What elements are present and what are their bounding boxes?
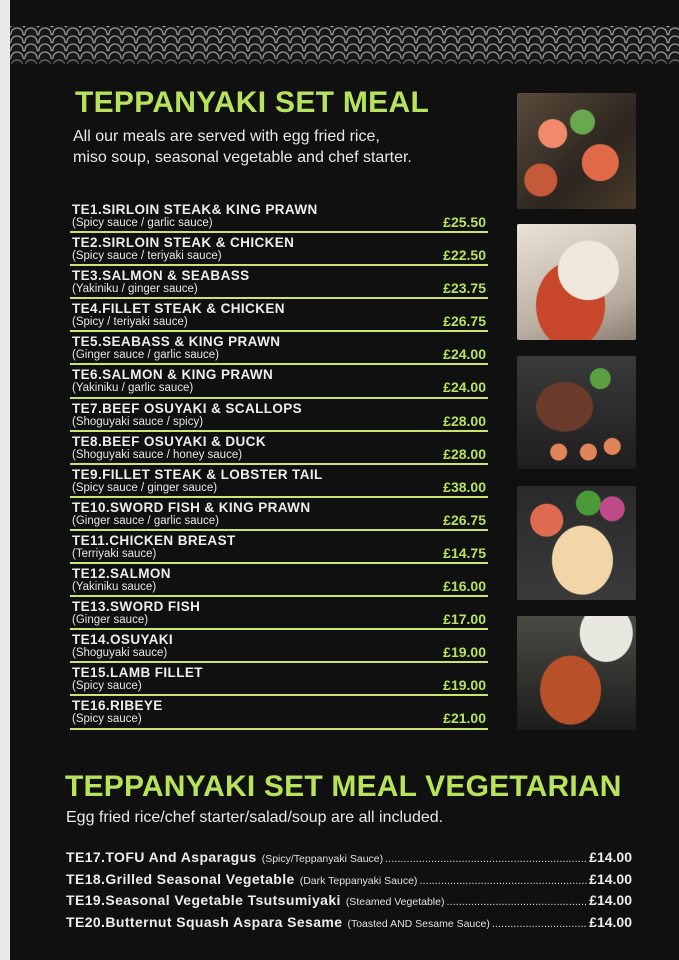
- item-sauce: (Spicy sauce): [72, 713, 142, 726]
- section-title-vegetarian: TEPPANYAKI SET MEAL VEGETARIAN: [65, 770, 622, 803]
- item-price: £23.75: [443, 280, 486, 297]
- item-name: TE4.FILLET STEAK & CHICKEN: [72, 301, 285, 317]
- item-name: TE8.BEEF OSUYAKI & DUCK: [72, 433, 266, 449]
- vegetarian-intro: Egg fried rice/chef starter/salad/soup are all included.: [66, 809, 444, 826]
- item-name: TE15.LAMB FILLET: [72, 665, 203, 681]
- menu-item: [70, 299, 488, 332]
- menu-item: [70, 332, 488, 365]
- item-price: £14.00: [589, 849, 632, 865]
- item-name: TE6.SALMON & KING PRAWN: [72, 367, 274, 383]
- item-sauce: (Spicy sauce / ginger sauce): [72, 481, 218, 494]
- dot-leader: [385, 853, 587, 865]
- item-price: £26.75: [443, 313, 486, 330]
- dot-leader: [446, 896, 587, 908]
- vegetarian-list: [66, 849, 632, 935]
- item-price: £24.00: [443, 379, 486, 396]
- item-price: £22.50: [443, 247, 486, 264]
- item-sauce: (Spicy sauce): [72, 680, 142, 693]
- item-name: TE9.FILLET STEAK & LOBSTER TAIL: [72, 466, 323, 482]
- menu-item: [70, 399, 488, 432]
- item-name: TE7.BEEF OSUYAKI & SCALLOPS: [72, 400, 303, 416]
- food-photo-grilled-fish: [517, 616, 636, 730]
- menu-item: [70, 233, 488, 266]
- menu-item: [70, 432, 488, 465]
- menu-item: [70, 365, 488, 398]
- item-name: TE3.SALMON & SEABASS: [72, 268, 250, 284]
- item-name: TE11.CHICKEN BREAST: [72, 532, 236, 548]
- item-sauce: (Yakiniku / ginger sauce): [72, 283, 198, 296]
- item-name: TE18.Grilled Seasonal Vegetable: [66, 870, 295, 887]
- item-price: £28.00: [443, 445, 486, 462]
- menu-item: [70, 498, 488, 531]
- set-meal-intro: [73, 126, 503, 168]
- item-price: £21.00: [443, 710, 486, 727]
- set-meal-list: [70, 200, 488, 730]
- item-sauce: (Shoguyaki sauce / honey sauce): [72, 448, 243, 461]
- item-name: TE1.SIRLOIN STEAK& KING PRAWN: [72, 202, 318, 217]
- menu-item: [70, 465, 488, 498]
- menu-item: [70, 663, 488, 696]
- item-name: TE16.RIBEYE: [72, 698, 163, 714]
- menu-item: [70, 531, 488, 564]
- item-sauce: (Shoguyaki sauce / spicy): [72, 415, 204, 428]
- item-price: £19.00: [443, 644, 486, 661]
- item-name: TE13.SWORD FISH: [72, 599, 201, 615]
- intro-line: miso soup, seasonal vegetable and chef starter.: [73, 149, 412, 166]
- item-name: TE19.Seasonal Vegetable Tsutsumiyaki: [66, 892, 341, 908]
- food-photo-steak-grill: [517, 356, 636, 469]
- menu-item: [70, 200, 488, 233]
- item-price: £14.00: [589, 892, 632, 908]
- item-name: TE12.SALMON: [72, 566, 171, 582]
- item-name: TE5.SEABASS & KING PRAWN: [72, 334, 281, 350]
- item-sauce: (Shoguyaki sauce): [72, 647, 168, 660]
- menu-item: [70, 630, 488, 663]
- item-price: £24.00: [443, 346, 486, 363]
- menu-item: [70, 266, 488, 299]
- item-price: £19.00: [443, 677, 486, 694]
- item-sauce: (Ginger sauce): [72, 614, 149, 627]
- item-sauce: (Steamed Vegetable): [345, 896, 445, 908]
- item-name: TE17.TOFU And Asparagus: [66, 849, 257, 865]
- item-price: £28.00: [443, 412, 486, 429]
- veg-menu-item: [66, 892, 632, 914]
- item-sauce: (Toasted AND Sesame Sauce): [347, 917, 490, 930]
- item-sauce: (Yakiniku / garlic sauce): [72, 382, 194, 395]
- intro-line: All our meals are served with egg fried rice,: [73, 128, 380, 145]
- item-price: £26.75: [443, 511, 486, 528]
- dot-leader: [492, 918, 587, 930]
- menu-item: [70, 696, 488, 729]
- pattern-fade: [10, 56, 679, 70]
- item-name: TE2.SIRLOIN STEAK & CHICKEN: [72, 235, 295, 251]
- veg-menu-item: [66, 849, 632, 871]
- item-sauce: (Spicy/Teppanyaki Sauce): [261, 853, 384, 865]
- item-price: £16.00: [443, 578, 486, 595]
- veg-menu-item: [66, 914, 632, 936]
- item-sauce: (Yakiniku sauce): [72, 581, 157, 594]
- item-sauce: (Spicy / teriyaki sauce): [72, 316, 188, 329]
- food-photo-scallop: [517, 486, 636, 600]
- dot-leader: [419, 875, 587, 887]
- item-sauce: (Ginger sauce / garlic sauce): [72, 349, 220, 362]
- item-price: £14.75: [443, 544, 486, 561]
- food-photo-lobster: [517, 93, 636, 209]
- item-name: TE14.OSUYAKI: [72, 632, 174, 648]
- item-sauce: (Spicy sauce / teriyaki sauce): [72, 250, 222, 263]
- item-name: TE10.SWORD FISH & KING PRAWN: [72, 499, 311, 515]
- menu-item: [70, 597, 488, 630]
- item-name: TE20.Butternut Squash Aspara Sesame: [66, 913, 343, 930]
- item-price: £25.50: [443, 214, 486, 230]
- section-title-set-meal: TEPPANYAKI SET MEAL: [75, 86, 430, 119]
- item-price: £14.00: [589, 870, 632, 887]
- item-price: £38.00: [443, 478, 486, 495]
- menu-item: [70, 564, 488, 597]
- item-sauce: (Dark Teppanyaki Sauce): [299, 874, 418, 887]
- veg-menu-item: [66, 871, 632, 893]
- item-sauce: (Ginger sauce / garlic sauce): [72, 514, 220, 527]
- item-sauce: (Spicy sauce / garlic sauce): [72, 217, 213, 229]
- food-photo-lobster-tail: [517, 224, 636, 340]
- item-price: £14.00: [589, 913, 632, 930]
- item-price: £17.00: [443, 611, 486, 628]
- item-sauce: (Terriyaki sauce): [72, 547, 157, 560]
